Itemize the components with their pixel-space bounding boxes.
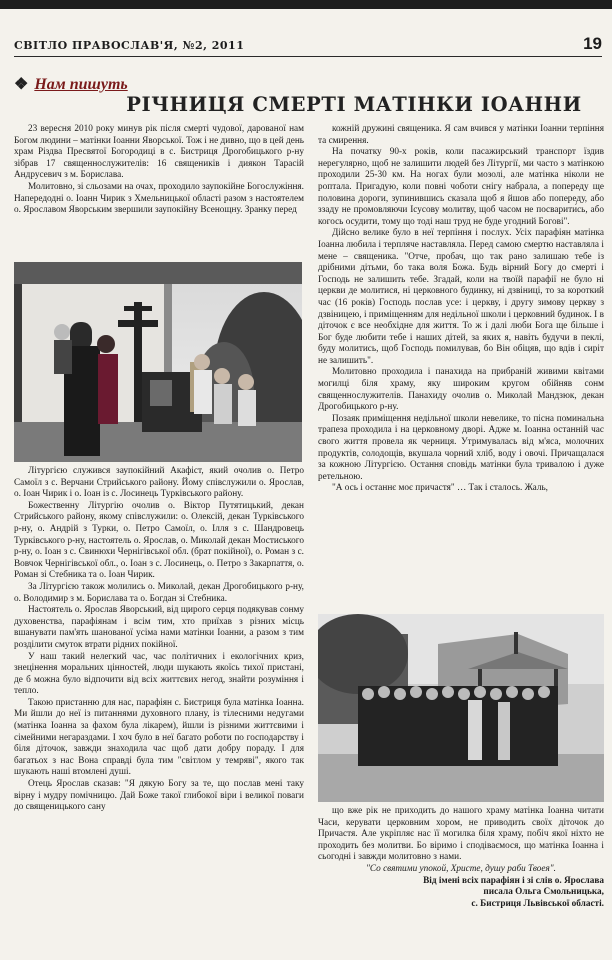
- article-title: РІЧНИЦЯ СМЕРТІ МАТІНКИ ІОАННИ: [126, 93, 582, 116]
- page-header: [14, 34, 602, 57]
- paragraph: Літургією служився заупокійний Акафіст, який очолив о. Петро Самоїл з с. Верчани Стрийського району. Йому співслужили о. Ярослав, о. Іоан Чирик і о. Іоан із с. Лосинець Турківського району.: [14, 466, 304, 500]
- paragraph: Божественну Літургію очолив о. Віктор Путятицький, декан Стрийського району, якому співслужили: о. Олексій, декан Турківського р-ну, о. Андрій з Турки, о. Петро Самоїл, о. Ілля з с. Шандровець Турківського р-ну, настоятель о. Ярослав, о. Миколай декан Мостиського р-ну, о. Іоан з с. Свинюхи Чернігівської обл. (брат покійної), о. Роман з с. Вовчок Чернігівської обл., о. Іоан з с. Лосинець, о. Петро з Закарпаття, о. Роман зі Стебника та о. Іоан Чирик.: [14, 500, 304, 581]
- signature-line: Від імені всіх парафіян і зі слів о. Ярослава: [423, 875, 604, 886]
- paragraph: Молитовно, зі сльозами на очах, проходило заупокійне Богослужіння. Напередодні о. Іоанн Чирик з Хмельницької області разом з настоятелем о. Ярославом Яворським звершили заупокійну Всенощну. Зранку перед: [14, 181, 304, 216]
- clergy-group-photo: [318, 614, 604, 802]
- closing-quote: "Со святими упокой, Христе, душу раби Твоея".: [366, 863, 556, 874]
- signature-line: писала Ольга Смольницька,: [483, 887, 604, 898]
- paragraph: Настоятель о. Ярослав Яворський, від щирого серця подякував сонму духовенства, парафіянам і всім тим, хто приїхав з різних місць вшанувати пам'ять шанованої усіма нами матінки Іоанни, а разом з тим розділити смуток втрати рідних покійної.: [14, 605, 304, 650]
- paragraph: Дійсно велике було в неї терпіння і послух. Усіх парафіян матінка Іоанна любила і терпляче наставляла. Перед самою смертю наставляла і мене – священика. "Отче, пробач, що так рано залишаю тебе із дрібними дітьми, бо така воля Божа. Будь вірний Богу до смерті і Господь не залишить тебе. Згадай, коли на твоїй парафії не було ні церкви де молитися, ні церковного будинку, ні дзвіниці, то за короткий час (16 років) Господь послав усе: і церкву, і другу зимову церкву з дзвіницею, і приміщенням для недільної школи і церковний будинок. І в діточок є все необхідне для життя. То ж і далі люби Бога ще більше і Бог буде любити тебе і наших дітей, за яких я, навіть будучи в пеклі, буду молитись, щоб Господь помилував, бо Він обіцяв, що вдів і сиріт не залишить".: [318, 228, 604, 366]
- paragraph: У наш такий нелегкий час, час політичних і екологічних криз, знецінення моральних цінностей, люди шукають якоїсь тихої пристані, де б можна було відпочити від всіх життєвих негод, знайти розуміння і тепло.: [14, 651, 304, 697]
- rubric-label: Нам пишуть: [34, 76, 128, 93]
- signature-line: с. Бистриця Львівської області.: [471, 898, 604, 909]
- paragraph: За Літургією також молились о. Миколай, декан Дрогобицького р-ну, о. Володимир з м. Борислава та о. Богдан зі Стебника.: [14, 581, 304, 604]
- paragraph: Молитовно проходила і панахида на прибраній живими квітами могилці біля храму, яку широким кругом обійняв сонм священнослужителів. Панахиду очолив о. Миколай Мандзюк, декан Дрогобицького р-ну.: [318, 367, 604, 413]
- paragraph: Отець Ярослав сказав: "Я дякую Богу за те, що послав мені таку вірну і мудру помічницю. Дай Боже такої глибокої віри і великої поваги до священицького сану: [14, 779, 304, 813]
- page-number: 19: [583, 34, 602, 53]
- family-grave-photo: [14, 262, 302, 462]
- paragraph: Позаяк приміщення недільної школи невелике, то пісна поминальна трапеза проходила і на церковному дворі. Адже м. Іоанна останній час свого життя провела як черниця. Утримувалась від м'яса, молочних продуктів, солодощів, вкушала чорний хліб, воду і овочі. Причащалася за кожною Літургією. Остання сповідь матінки була тривалою і дуже ретельною.: [318, 413, 604, 482]
- four-diamond-icon: ❖: [14, 76, 29, 93]
- paragraph: що вже рік не приходить до нашого храму матінка Іоанна читати Часи, керувати церковним хором, не приводить своїх діточок до Причастя. Але укріпляє нас її могилка біля храму, побіч якої ніхто не проходить без молитви. Бо віримо і сподіваємося, що матінка Іоанна і сьогодні і завжди молитовно з нами.: [318, 806, 604, 863]
- paragraph: На початку 90-х років, коли пасажирський транспорт їздив нерегулярно, щоб не залишити людей без Літургії, ми часто з матінкою проходили 25-30 км. На ногах були мозолі, але матінка ніколи не роптала. Пригадую, коли повні чоботи снігу набрала, а попереду ще половина дороги, зупинившись сказала щоб я йшов або попереду, або ззаду не промовляючи Ісусову молитву, щоб часом не посварити́сь, або когось осудити, тому що тоді наш труд не буде угодний Богові".: [318, 147, 604, 227]
- right-column-top: [318, 124, 604, 608]
- paragraph: кожній дружині священика. Я сам вчився у матінки Іоанни терпіння та смирення.: [318, 124, 604, 146]
- left-column-bottom: [14, 466, 304, 940]
- paragraph: "А ось і останнє моє причастя" … Так і сталось. Жаль,: [332, 483, 548, 494]
- right-column-bottom: [318, 806, 604, 940]
- top-border-bar: [0, 0, 612, 9]
- left-column-top: [14, 124, 304, 254]
- paragraph: 23 вересня 2010 року минув рік після смерті чудової, дарованої нам Богом людини – матінки Іоанни Яворської. Тож і не дивно, що в цей день храм Різдва Пресвятої Богородиці в с. Бистриця Дрогобицького р-ну зібрав 17 священнослужителів: 16 священиків і диякон Тарасій Андрусевич з м. Борислава.: [14, 124, 304, 181]
- publication-name: СВІТЛО ПРАВОСЛАВ'Я, №2, 2011: [14, 39, 245, 52]
- rubric: [14, 74, 128, 94]
- paragraph: Такою пристанню для нас, парафіян с. Бистриця була матінка Іоанна. Ми йшли до неї із питаннями духовного плану, із тілесними недугами (матінка Іоанна за фахом була лікарем), йшли із різними життєвими і сімейними негараздами. І хоч було в неї багато роботи по господарству і біля діточок, завжди знаходила час щоб дати добру пораду. І для багатьох з нас Вона справді була тим "світлом у темряві", якого так шукають наші втомлені душі.: [14, 697, 304, 778]
